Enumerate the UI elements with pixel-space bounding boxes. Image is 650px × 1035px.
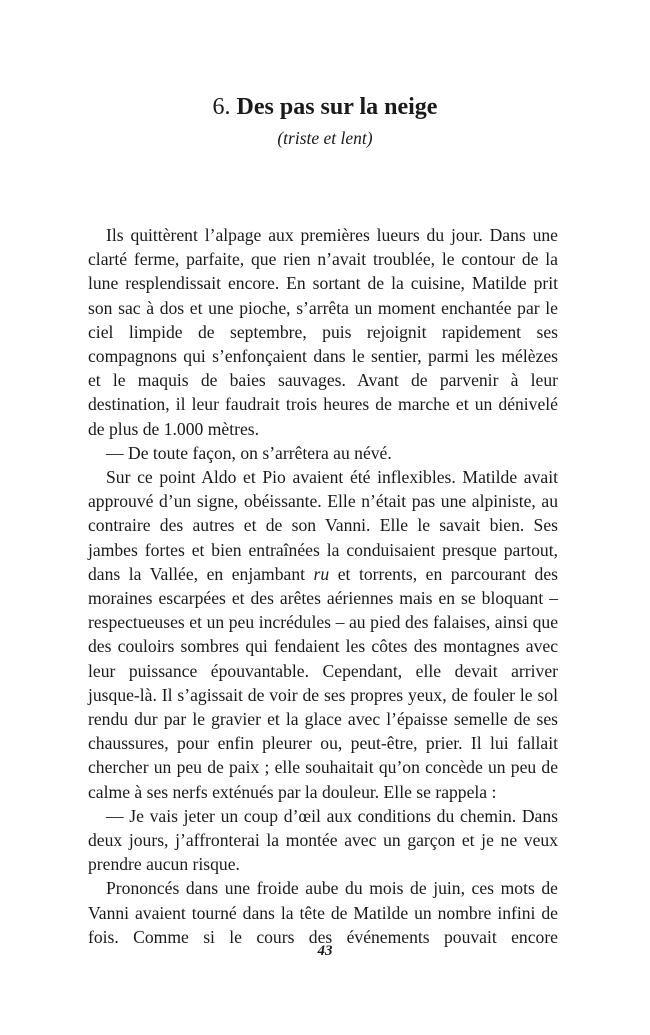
body-text: [88, 223, 558, 949]
paragraph-text: et torrents, en parcourant des moraines escarpées et des arêtes aériennes mais en se bloquant – respectueuses et un peu incrédules – au pied des falaises, ainsi que des couloirs sombres qui fendaient les côtes des montagnes avec leur puissance épouvantable. Cependant, elle devait arriver jusque-là. Il s’agissait de voir de ses propres yeux, de fouler le sol rendu dur par le gravier et la glace avec l’épaisse semelle de ses chaussures, pour enfin pleurer ou, peut-être, prier. Il lui fallait chercher un peu de paix ; elle souhaitait qu’on concède un peu de calme à ses nerfs exténués par la douleur. Elle se rappela :: [88, 563, 558, 802]
paragraph: [88, 465, 558, 804]
paragraph: — De toute façon, on s’arrêtera au névé.: [106, 442, 392, 463]
paragraph: — Je vais jeter un coup d’œil aux conditions du chemin. Dans deux jours, j’affronterai la montée avec un garçon et je ne veux prendre aucun risque.: [88, 805, 558, 875]
chapter-heading: [0, 92, 650, 122]
paragraph-text: Sur ce point Aldo et Pio avaient été inflexibles. Matilde avait approuvé d’un signe, obéissante. Elle n’était pas une alpiniste, au contraire des autres et de son Vanni. Elle le savait bien. Ses jambes fortes et bien entraînées la conduisaient presque partout, dans la Vallée, en enjambant: [88, 467, 558, 584]
page-number: 43: [317, 943, 333, 959]
chapter-title: Des pas sur la neige: [236, 94, 438, 120]
paragraph: Prononcés dans une froide aube du mois de juin, ces mots de Vanni avaient tourné dans la tête de Matilde un nombre infini de fois. Comme si le cours des événements pouvait encore: [88, 878, 558, 947]
paragraph-italic-word: ru: [313, 563, 330, 584]
paragraph: Ils quittèrent l’alpage aux premières lueurs du jour. Dans une clarté ferme, parfaite, que rien n’avait troublée, le contour de la lune resplendissait encore. En sortant de la cuisine, Matilde prit son sac à dos et une pioche, s’arrêta un moment enchantée par le ciel limpide de septembre, puis rejoignit rapidement ses compagnons qui s’enfonçaient dans le sentier, parmi les mélèzes et le maquis de baies sauvages. Avant de parvenir à leur destination, il leur faudrait trois heures de marche et un dénivelé de plus de 1.000 mètres.: [88, 225, 558, 439]
chapter-subtitle: (triste et lent): [277, 128, 373, 148]
chapter-number: 6.: [212, 94, 231, 120]
